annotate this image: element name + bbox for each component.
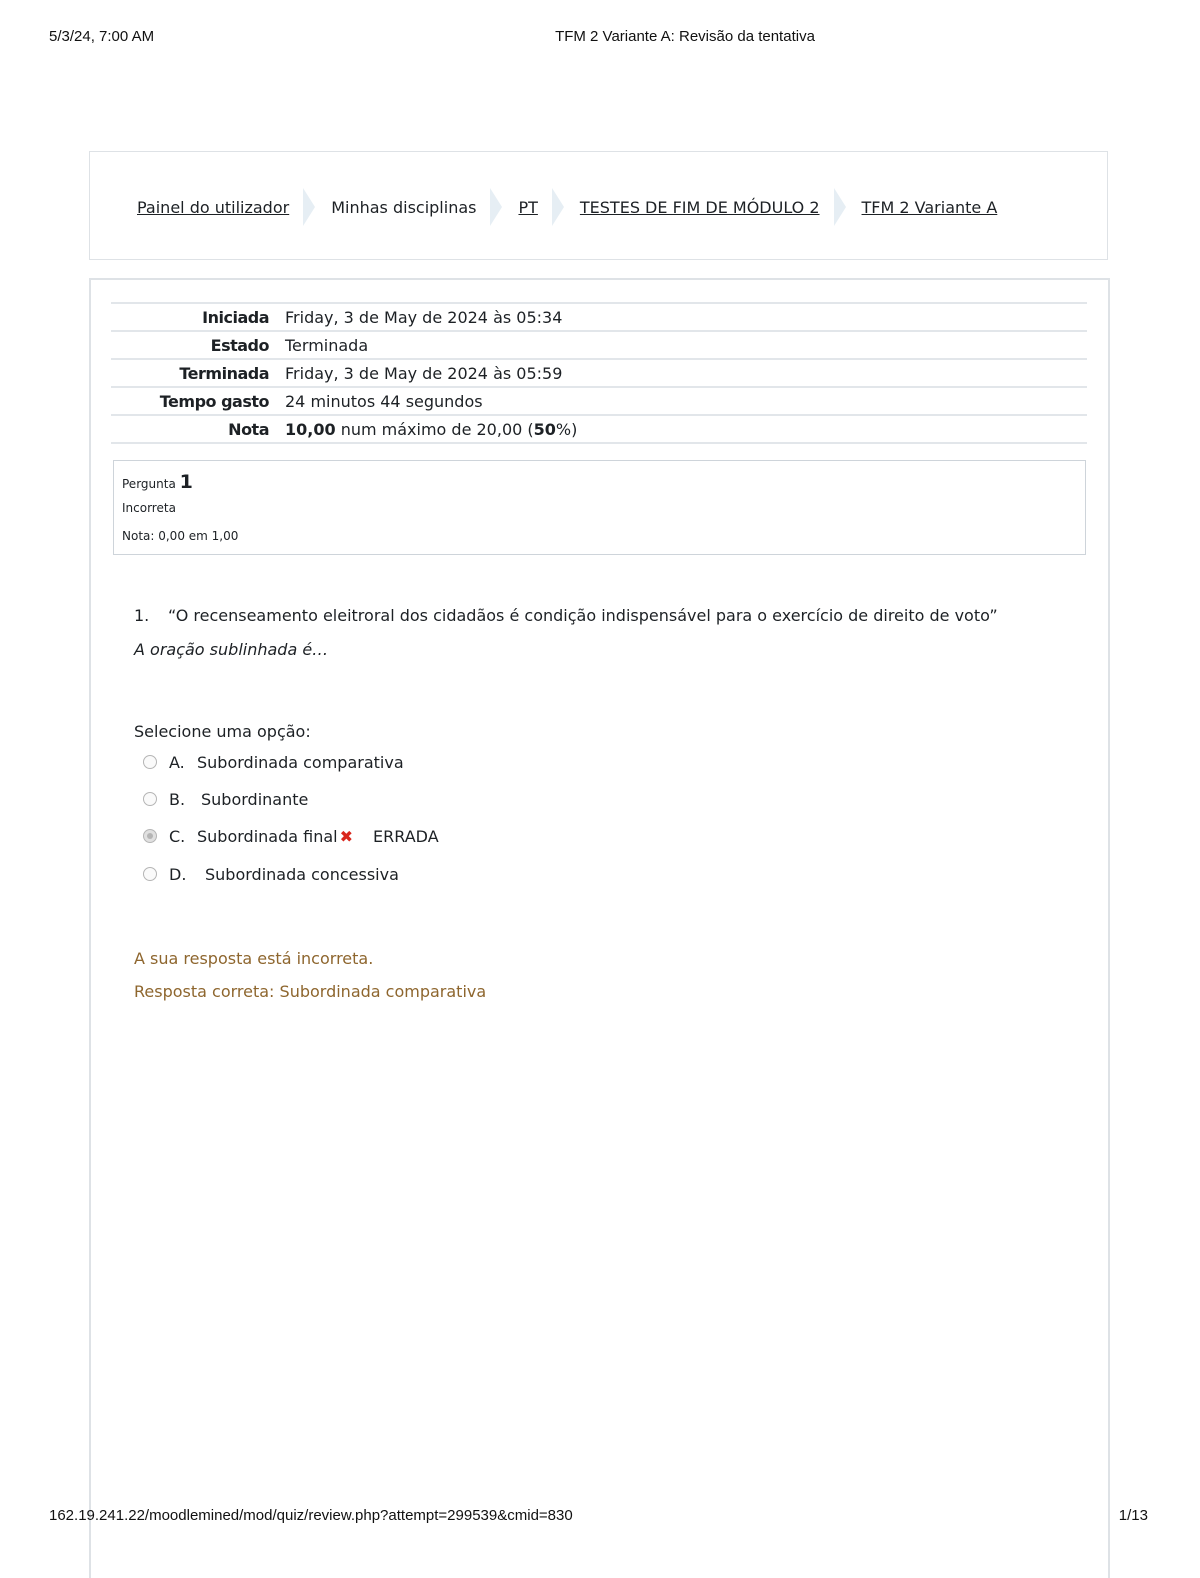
- question-number-label: Pergunta: [122, 477, 176, 491]
- summary-row-finished: [111, 359, 1087, 387]
- incorrect-x-icon: ✖: [339, 826, 354, 846]
- print-url: 162.19.241.22/moodlemined/mod/quiz/review.php?attempt=299539&cmid=830: [49, 1507, 573, 1524]
- question-text-body: “O recenseamento eleitroral dos cidadãos é condição indispensável para o exercício de direito de voto”: [168, 606, 998, 625]
- feedback-incorrect: A sua resposta está incorreta.: [134, 949, 374, 968]
- print-footer: [0, 1507, 1200, 1527]
- answer-option-a[interactable]: [143, 751, 404, 773]
- summary-row-started: [111, 303, 1087, 331]
- print-header: [0, 28, 1200, 48]
- option-label: Subordinada concessiva: [205, 864, 399, 884]
- grade-score: 10,00: [285, 419, 336, 439]
- option-letter: D.: [169, 864, 187, 884]
- breadcrumb-separator: [490, 188, 502, 226]
- question-info-box: [113, 460, 1086, 555]
- grade-percent-suffix: %): [555, 419, 578, 439]
- summary-started-label: Iniciada: [202, 307, 269, 327]
- summary-state-value: Terminada: [285, 335, 369, 355]
- answer-prompt: Selecione uma opção:: [134, 722, 311, 741]
- grade-percent: 50: [533, 419, 556, 439]
- option-label: Subordinada comparativa: [197, 752, 404, 772]
- option-letter: B.: [169, 789, 186, 809]
- feedback-correct-answer: Resposta correta: Subordinada comparativa: [134, 982, 487, 1001]
- radio-button-selected[interactable]: [143, 829, 157, 843]
- option-wrong-label: ERRADA: [373, 826, 439, 846]
- summary-state-label: Estado: [210, 335, 269, 355]
- question-mark: Nota: 0,00 em 1,00: [122, 529, 239, 543]
- question-number: [122, 471, 193, 493]
- breadcrumb-quiz-link[interactable]: TFM 2 Variante A: [861, 197, 998, 217]
- option-label: Subordinante: [201, 789, 309, 809]
- grade-max-text: num máximo de 20,00 (: [335, 419, 534, 439]
- radio-button[interactable]: [143, 755, 157, 769]
- summary-started-value: Friday, 3 de May de 2024 às 05:34: [285, 307, 563, 327]
- radio-button[interactable]: [143, 867, 157, 881]
- breadcrumb-dashboard-link[interactable]: Painel do utilizador: [137, 197, 290, 217]
- print-page-number: 1/13: [1118, 1507, 1148, 1524]
- summary-grade-label: Nota: [228, 419, 269, 439]
- option-letter: C.: [169, 826, 186, 846]
- answer-option-b[interactable]: [143, 788, 308, 810]
- option-letter: A.: [169, 752, 185, 772]
- breadcrumb-my-courses: Minhas disciplinas: [331, 197, 477, 217]
- question-text-number: 1.: [134, 606, 150, 625]
- breadcrumb-section-link[interactable]: TESTES DE FIM DE MÓDULO 2: [579, 197, 820, 217]
- summary-time-value: 24 minutos 44 segundos: [285, 391, 483, 411]
- summary-row-time: [111, 387, 1087, 415]
- summary-finished-label: Terminada: [179, 363, 269, 383]
- question-state: Incorreta: [122, 501, 176, 515]
- print-datetime: 5/3/24, 7:00 AM: [49, 28, 155, 45]
- question-number-value: 1: [179, 471, 193, 493]
- summary-row-grade: [111, 415, 1087, 443]
- breadcrumb-separator: [303, 188, 315, 226]
- breadcrumb: [137, 192, 997, 222]
- option-label: Subordinada final: [197, 826, 338, 846]
- summary-row-state: [111, 331, 1087, 359]
- answer-option-d[interactable]: [143, 863, 399, 885]
- summary-time-label: Tempo gasto: [159, 391, 269, 411]
- breadcrumb-container: [89, 151, 1108, 260]
- attempt-summary-table: [111, 302, 1087, 444]
- question-subtext: A oração sublinhada é…: [134, 640, 329, 659]
- print-title: TFM 2 Variante A: Revisão da tentativa: [555, 28, 815, 45]
- breadcrumb-course-link[interactable]: PT: [518, 197, 538, 217]
- radio-button[interactable]: [143, 792, 157, 806]
- breadcrumb-separator: [834, 188, 846, 226]
- answer-option-c[interactable]: [143, 825, 439, 847]
- summary-grade-value: [285, 415, 1087, 443]
- summary-finished-value: Friday, 3 de May de 2024 às 05:59: [285, 363, 563, 383]
- breadcrumb-separator: [552, 188, 564, 226]
- question-text: [134, 606, 1074, 625]
